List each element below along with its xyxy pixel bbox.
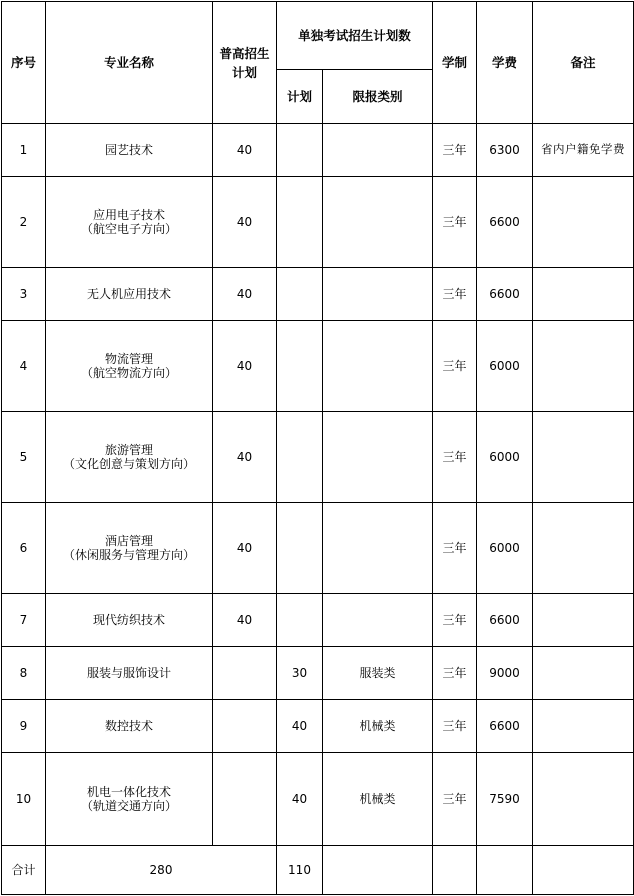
cell-remarks: [533, 753, 634, 846]
cell-major: [46, 412, 213, 503]
cell-remarks: [533, 700, 634, 753]
cell-plan: [277, 321, 323, 412]
table-row: [2, 321, 634, 412]
cell-major: 数控技术: [46, 700, 213, 753]
cell-plan: [277, 594, 323, 647]
cell-duration: 三年: [433, 177, 477, 268]
cell-tuition: 6300: [477, 124, 533, 177]
cell-remarks: [533, 412, 634, 503]
cell-duration: 三年: [433, 503, 477, 594]
cell-duration: 三年: [433, 700, 477, 753]
table-row: [2, 503, 634, 594]
header-remarks: 备注: [533, 2, 634, 124]
cell-seq: 3: [2, 268, 46, 321]
cell-category: 机械类: [323, 753, 433, 846]
cell-major: 服装与服饰设计: [46, 647, 213, 700]
cell-seq: 2: [2, 177, 46, 268]
cell-tuition: 6600: [477, 700, 533, 753]
cell-seq: 8: [2, 647, 46, 700]
cell-general-plan: [213, 753, 277, 846]
cell-category: [323, 412, 433, 503]
cell-tuition: 6600: [477, 594, 533, 647]
cell-plan: [277, 503, 323, 594]
cell-duration: 三年: [433, 412, 477, 503]
header-category: 限报类别: [323, 70, 433, 124]
cell-tuition: 6600: [477, 268, 533, 321]
cell-duration: 三年: [433, 268, 477, 321]
cell-seq: 10: [2, 753, 46, 846]
major-direction: （文化创意与策划方向）: [62, 457, 195, 471]
cell-major: 无人机应用技术: [46, 268, 213, 321]
cell-plan: 30: [277, 647, 323, 700]
cell-tuition: 9000: [477, 647, 533, 700]
cell-major: [46, 503, 213, 594]
cell-duration: 三年: [433, 647, 477, 700]
major-direction: （休闲服务与管理方向）: [62, 548, 195, 562]
header-tuition: 学费: [477, 2, 533, 124]
major-direction: （航空物流方向）: [80, 366, 177, 380]
cell-category: [323, 594, 433, 647]
cell-category: [323, 124, 433, 177]
header-separate-exam: 单独考试招生计划数: [277, 2, 433, 70]
cell-seq: 9: [2, 700, 46, 753]
total-empty-duration: [433, 846, 477, 895]
cell-duration: 三年: [433, 124, 477, 177]
cell-seq: 5: [2, 412, 46, 503]
cell-seq: 4: [2, 321, 46, 412]
cell-remarks: [533, 647, 634, 700]
header-seq: 序号: [2, 2, 46, 124]
table-row: [2, 124, 634, 177]
cell-general-plan: 40: [213, 268, 277, 321]
cell-plan: 40: [277, 700, 323, 753]
total-empty-tuition: [477, 846, 533, 895]
cell-remarks: [533, 321, 634, 412]
cell-seq: 6: [2, 503, 46, 594]
total-plan: 110: [277, 846, 323, 895]
total-label: 合计: [2, 846, 46, 895]
cell-plan: [277, 412, 323, 503]
cell-general-plan: [213, 647, 277, 700]
total-empty-category: [323, 846, 433, 895]
major-name: 物流管理: [104, 351, 153, 366]
total-general-plan: 280: [46, 846, 277, 895]
cell-major: [46, 177, 213, 268]
header-row-1: [2, 2, 634, 70]
cell-category: [323, 321, 433, 412]
cell-general-plan: 40: [213, 124, 277, 177]
cell-remarks: 省内户籍免学费: [533, 124, 634, 177]
cell-duration: 三年: [433, 594, 477, 647]
cell-tuition: 6000: [477, 503, 533, 594]
cell-category: [323, 503, 433, 594]
table-row: [2, 177, 634, 268]
table-row: [2, 647, 634, 700]
header-major: 专业名称: [46, 2, 213, 124]
cell-plan: [277, 124, 323, 177]
enrollment-plan-table: [1, 1, 634, 895]
cell-category: [323, 177, 433, 268]
cell-general-plan: 40: [213, 594, 277, 647]
cell-duration: 三年: [433, 321, 477, 412]
totals-row: [2, 846, 634, 895]
cell-remarks: [533, 177, 634, 268]
cell-tuition: 6600: [477, 177, 533, 268]
cell-remarks: [533, 503, 634, 594]
cell-category: 服装类: [323, 647, 433, 700]
cell-major: [46, 753, 213, 846]
table-row: [2, 700, 634, 753]
major-direction: （航空电子方向）: [80, 222, 177, 236]
cell-major: [46, 321, 213, 412]
cell-general-plan: 40: [213, 412, 277, 503]
table-row: [2, 753, 634, 846]
cell-plan: [277, 177, 323, 268]
cell-general-plan: 40: [213, 321, 277, 412]
cell-category: 机械类: [323, 700, 433, 753]
cell-category: [323, 268, 433, 321]
cell-seq: 1: [2, 124, 46, 177]
header-general-plan: 普高招生 计划: [213, 2, 277, 124]
cell-major: 现代纺织技术: [46, 594, 213, 647]
table-row: [2, 594, 634, 647]
table-row: [2, 268, 634, 321]
major-name: 酒店管理: [104, 533, 153, 548]
cell-seq: 7: [2, 594, 46, 647]
cell-tuition: 6000: [477, 412, 533, 503]
cell-plan: 40: [277, 753, 323, 846]
cell-remarks: [533, 594, 634, 647]
cell-duration: 三年: [433, 753, 477, 846]
cell-major: 园艺技术: [46, 124, 213, 177]
cell-general-plan: 40: [213, 177, 277, 268]
header-duration: 学制: [433, 2, 477, 124]
cell-tuition: 6000: [477, 321, 533, 412]
major-direction: （轨道交通方向）: [80, 799, 177, 813]
major-name: 机电一体化技术: [86, 784, 171, 799]
cell-remarks: [533, 268, 634, 321]
cell-general-plan: [213, 700, 277, 753]
header-plan: 计划: [277, 70, 323, 124]
total-empty-remarks: [533, 846, 634, 895]
major-name: 旅游管理: [104, 442, 153, 457]
table-row: [2, 412, 634, 503]
cell-general-plan: 40: [213, 503, 277, 594]
major-name: 应用电子技术: [92, 207, 165, 222]
cell-tuition: 7590: [477, 753, 533, 846]
cell-plan: [277, 268, 323, 321]
